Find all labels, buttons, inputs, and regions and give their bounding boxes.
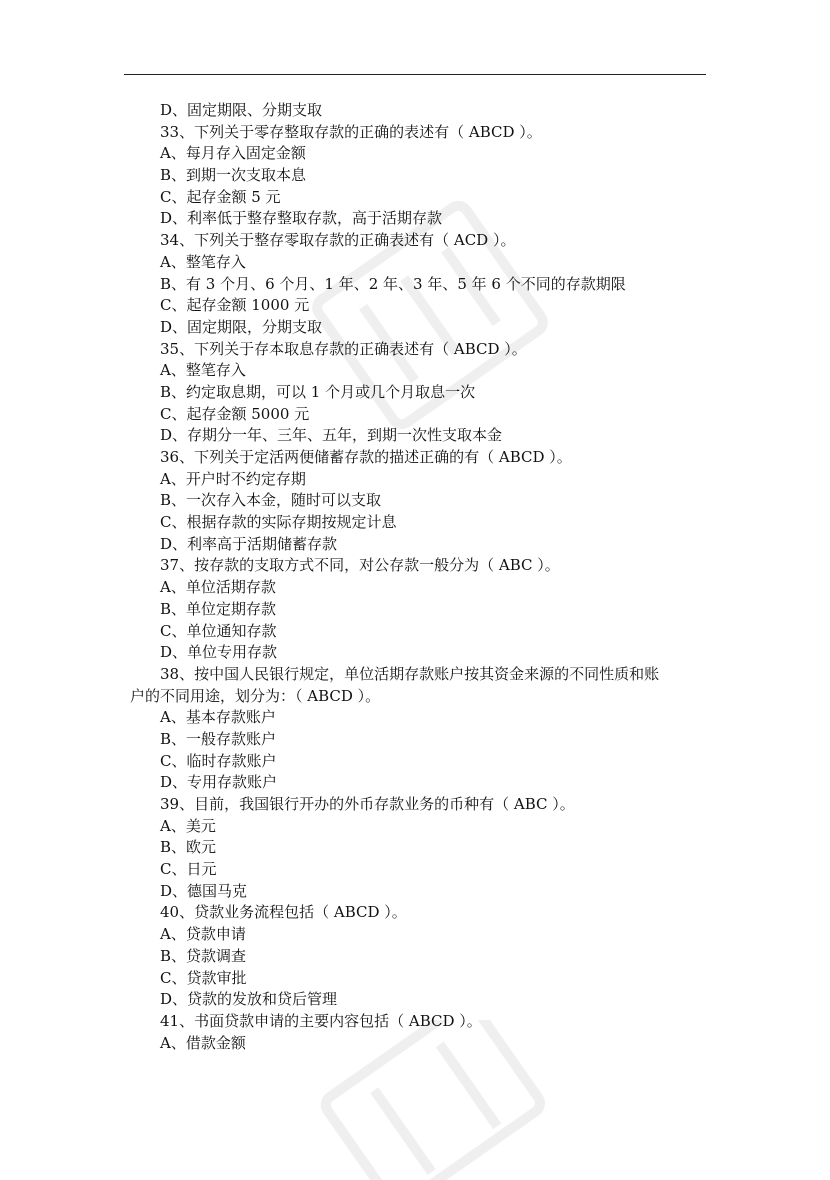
option-line: A、单位活期存款 [160,578,276,597]
option-line: A、借款金额 [160,1033,246,1052]
document-body [130,100,710,1054]
option-line: C、根据存款的实际存期按规定计息 [160,513,397,532]
option-line: A、美元 [160,816,216,835]
question-line: 33、下列关于零存整取存款的正确的表述有（ ABCD ）。 [160,122,542,141]
option-line: D、存期分一年、三年、五年，到期一次性支取本金 [160,426,503,445]
option-line: C、起存金额 5 元 [160,187,281,206]
header-rule [124,74,706,75]
option-line: A、每月存入固定金额 [160,144,306,163]
option-line: B、单位定期存款 [160,599,277,618]
option-line: C、起存金额 5000 元 [160,404,310,423]
option-line: A、基本存款账户 [160,708,276,727]
option-line: D、固定期限、分期支取 [160,101,323,119]
question-continuation-line: 户的不同用途，划分为：（ ABCD ）。 [130,686,381,705]
question-line: 40、贷款业务流程包括（ ABCD ）。 [160,903,407,922]
option-line: D、利率高于活期储蓄存款 [160,534,338,553]
option-line: D、固定期限，分期支取 [160,317,323,336]
option-line: C、单位通知存款 [160,621,277,640]
question-line: 34、下列关于整存零取存款的正确表述有（ ACD ）。 [160,231,516,250]
option-line: A、整笔存入 [160,361,246,380]
option-line: C、贷款审批 [160,968,247,987]
option-line: D、贷款的发放和贷后管理 [160,990,338,1009]
question-line: 39、目前，我国银行开办的外币存款业务的币种有（ ABC ）。 [160,795,575,813]
option-line: A、整笔存入 [160,252,246,271]
question-line: 38、按中国人民银行规定，单位活期存款账户按其资金来源的不同性质和账 [160,664,660,683]
question-line: 37、按存款的支取方式不同，对公存款一般分为（ ABC ）。 [160,556,560,575]
question-line: 35、下列关于存本取息存款的正确表述有（ ABCD ）。 [160,339,527,358]
option-line: D、利率低于整存整取存款，高于活期存款 [160,209,443,228]
option-line: B、约定取息期，可以 1 个月或几个月取息一次 [160,382,476,401]
option-line: D、专用存款账户 [160,773,278,792]
option-line: B、到期一次支取本息 [160,166,307,185]
option-line: B、有 3 个月、6 个月、1 年、2 年、3 年、5 年 6 个不同的存款期限 [160,274,626,293]
option-line: A、开户时不约定存期 [160,469,306,488]
question-line: 36、下列关于定活两便储蓄存款的描述正确的有（ ABCD ）。 [160,448,572,466]
option-line: A、贷款申请 [160,925,246,944]
option-line: D、单位专用存款 [160,643,278,662]
option-line: C、日元 [160,860,217,879]
option-line: B、一次存入本金，随时可以支取 [160,491,382,510]
question-line: 41、书面贷款申请的主要内容包括（ ABCD ）。 [160,1011,482,1030]
option-line: C、起存金额 1000 元 [160,296,310,315]
option-line: B、一般存款账户 [160,729,277,748]
option-line: B、贷款调查 [160,946,247,965]
option-line: D、德国马克 [160,881,248,900]
option-line: C、临时存款账户 [160,751,277,770]
option-line: B、欧元 [160,838,217,857]
